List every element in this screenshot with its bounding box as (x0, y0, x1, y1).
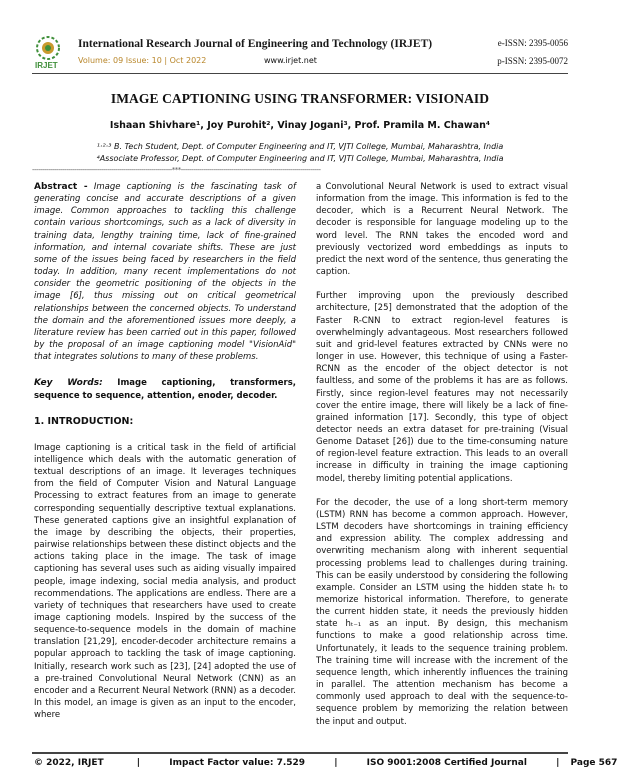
abstract-label: Abstract - (34, 182, 88, 192)
paper-title: IMAGE CAPTIONING USING TRANSFORMER: VISIONAID (110, 91, 490, 106)
keywords (34, 377, 296, 401)
right-column (316, 181, 568, 728)
footer-divider (32, 752, 568, 754)
body-paragraph-2: Further improving upon the previously described architecture, [25] demonstrated that the adoption of the Faster R-CNN to extract region-level features is overwhelmingly advantageous. Most researchers followed suit and grid-level features extracted by CNNs were no longer in use. However, this technique of using a Faster-RCNN as the encoder of the object detector is not faultless, and some of the problems it has are as follows. Firstly, since region-level features may not necessarily cover the entire image, there will likely be a lack of fine-grained information [17]. Secondly, this type of object detector needs an extra dataset for pre-training (Visual Genome Dataset [26]) due to the time-consuming nature of region-level feature extraction. This leads to an overall increase in difficulty in training the image captioning model, thereby limiting potential applications. (316, 291, 568, 484)
journal-title: International Research Journal of Engineering and Technology (IRJET) (78, 38, 433, 50)
footer-iso: ISO 9001:2008 Certified Journal (366, 758, 527, 768)
footer-separator: | (556, 758, 560, 768)
footer-impact-factor: Impact Factor value: 7.529 (169, 758, 306, 768)
abstract (34, 181, 296, 363)
affiliation-students: ¹·²·³ B. Tech Student, Dept. of Computer Engineering and IT, VJTI College, Mumbai, Maharashtra, India (96, 142, 504, 151)
footer-page-number: Page 567 (570, 758, 618, 768)
journal-header (32, 35, 568, 73)
footer-copyright: © 2022, IRJET (34, 758, 104, 768)
volume-issue: Volume: 09 Issue: 10 | Oct 2022 (78, 56, 207, 65)
footer-separator: | (334, 758, 338, 768)
journal-website-link[interactable]: www.irjet.net (264, 56, 317, 65)
e-issn: e-ISSN: 2395-0056 (497, 38, 568, 48)
page-footer (34, 758, 618, 768)
left-column (34, 181, 296, 721)
introduction-heading: 1. INTRODUCTION: (34, 415, 134, 427)
keywords-text: Image captioning, transformers, sequence to sequence, attention, enoder, decoder. (34, 378, 297, 401)
logo-text: IRJET (35, 61, 58, 70)
abstract-text: Image captioning is the fascinating task of generating concise and accurate descriptions of a given image. Common approaches to tackling this challenge contain various shortcomings, such as a lack of diversity in training data, lengthy training time, lack of fine-grained information, and internal covariate shifts. These are just some of the issues being faced by researchers in the field today. In addition, many recent implementations do not consider the geometric positioning of the objects in the image [6], thus missing out on critical geometrical relationships between the concerned objects. To understand the domain and the aforementioned issues more deeply, a literature review has been carried out in this paper, followed by the proposal of an image captioning model "VisionAid" that integrates solutions to many of these problems. (34, 182, 296, 363)
affiliation-professor: ⁴Associate Professor, Dept. of Computer Engineering and IT, VJTI College, Mumbai, Maharashtra, India (96, 154, 504, 163)
p-issn: p-ISSN: 2395-0072 (497, 56, 568, 66)
author-list: Ishaan Shivhare¹, Joy Purohit², Vinay Jogani³, Prof. Pramila M. Chawan⁴ (109, 120, 491, 131)
footer-separator: | (136, 758, 141, 768)
section-separator: ---------------------------------------------------------------------***--------------------------------------------------------------------- (32, 166, 321, 174)
keywords-label: Key Words: (34, 378, 103, 389)
body-paragraph-3: For the decoder, the use of a long short-term memory (LSTM) RNN has become a common approach. However, LSTM decoders have shortcomings in training efficiency and expression ability. The complex addressing and overwriting mechanism along with inherent sequential processing problems lead to challenges during training. This can be easily understood by considering the following example. Consider an LSTM using the hidden state hₜ to memorize historical information. Therefore, to generate the current hidden state, it needs the previously hidden state hₜ₋₁ as an input. By design, this mechanism functions to make a good relationship across time. Unfortunately, it leads to the sequence training problem. The training time will increase with the increment of the sequence length, which inherently influences the training in parallel. The attention mechanism has become a commonly used approach to deal with the sequence-to-sequence problem by memorizing the relation between the input and output. (316, 497, 568, 727)
header-divider (32, 73, 568, 74)
body-paragraph-1: a Convolutional Neural Network is used to extract visual information from the image. This information is fed to the decoder, which is a Recurrent Neural Network. The decoder is responsible for language modeling up to the word level. The RNN takes the encoded word and previously vectorized word embeddings as inputs to predict the next word of the sentence, thus generating the caption. (316, 182, 568, 278)
introduction-paragraph: Image captioning is a critical task in the field of artificial intelligence which deals with the automatic generation of textual descriptions of an image. It leverages techniques from the field of Computer Vision and Natural Language Processing to extract features from an image to generate corresponding sequentially descriptive textual explanations. These generated captions give an insightful explanation of the image by describing the objects, their properties, pairwise relationships between these distinct objects and the actions taking place in the image. The task of image captioning has several uses such as aiding visually impaired people, image indexing, social media analysis, and product recommendations. The applications are endless. There are a variety of techniques that researchers have used to create image captioning models. Inspired by the success of the sequence-to-sequence models in the domain of machine translation [21,29], encoder-decoder architecture remains a popular approach to tackling the task of image captioning. Initially, research work such as [23], [24] adopted the use of a pre-trained Convolutional Neural Network (CNN) as an encoder and a Recurrent Neural Network (RNN) as a decoder. In this model, an image is given as an input to the encoder, where (34, 442, 296, 721)
